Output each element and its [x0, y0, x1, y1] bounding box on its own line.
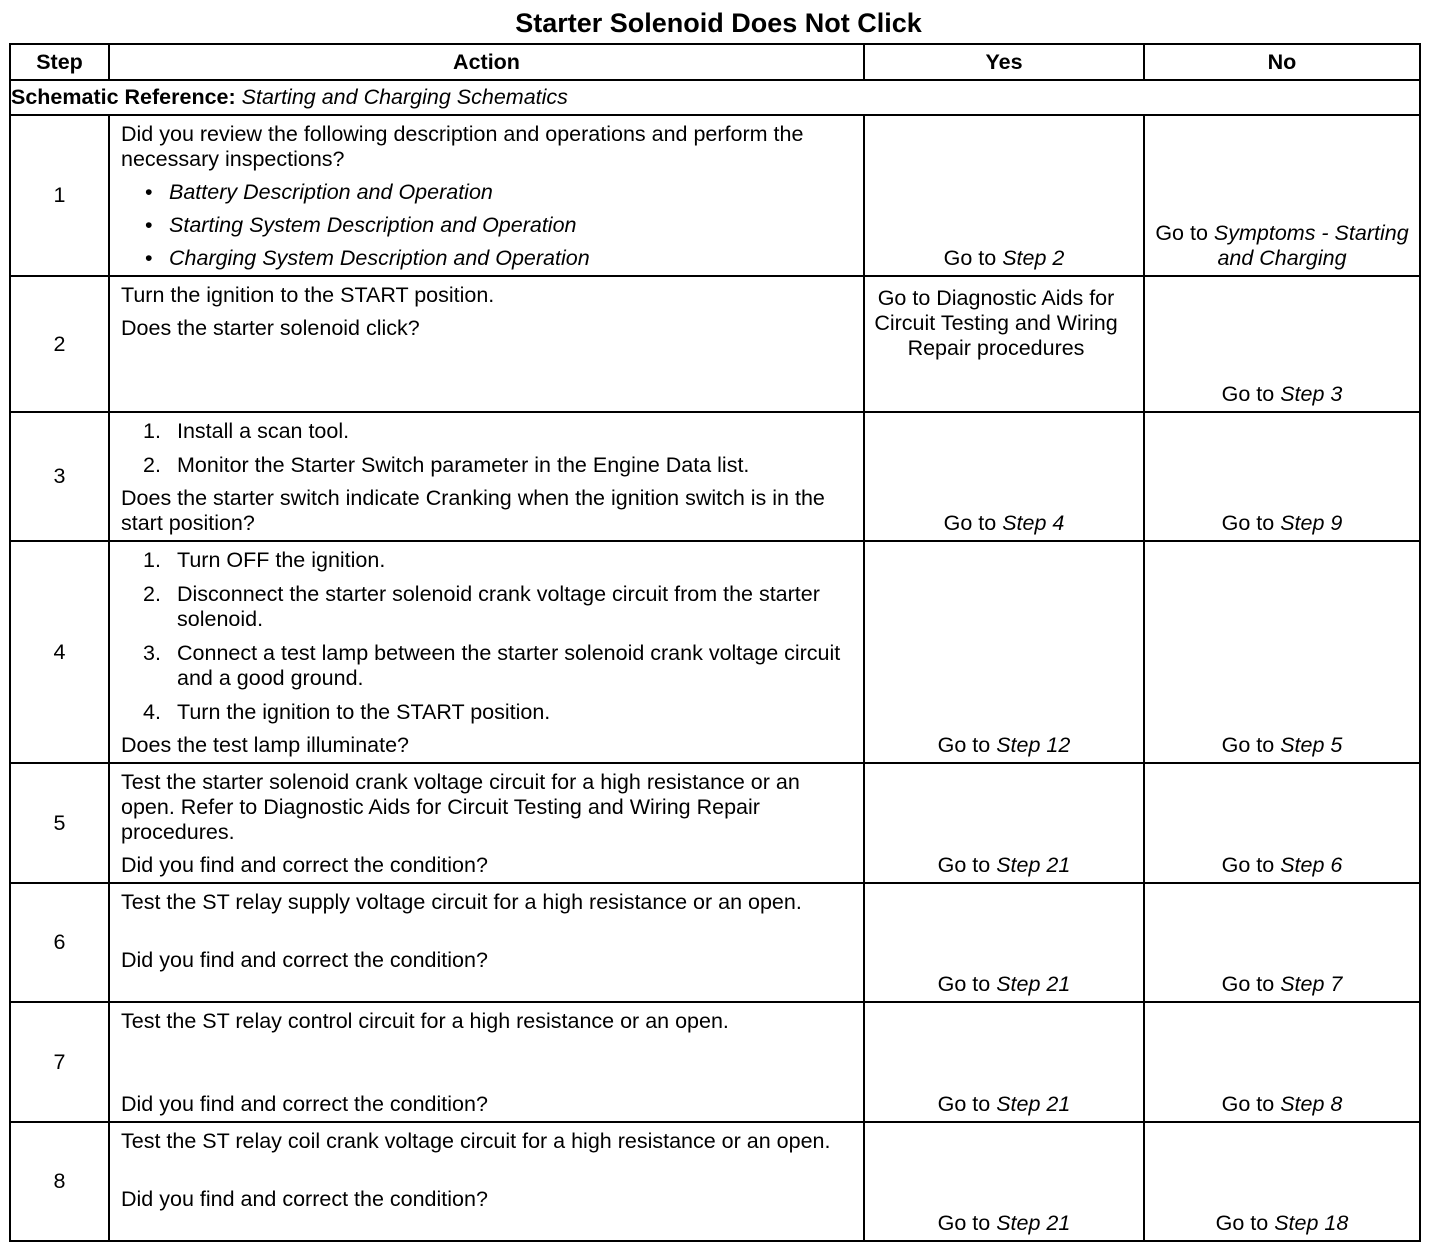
step-link[interactable]: Step 18 [1274, 1211, 1349, 1235]
step-number: 7 [10, 1002, 109, 1122]
table-row [10, 1002, 1420, 1122]
diagnostic-aids-link[interactable]: Go to Diagnostic Aids for Circuit Testing and Wiring Repair procedures [874, 286, 1118, 360]
step-link[interactable]: Step 7 [1280, 972, 1343, 996]
action-cell [109, 763, 864, 883]
table-row [10, 276, 1420, 412]
bullet-item[interactable]: • Battery Description and Operation [145, 180, 853, 205]
step-link[interactable]: Step 21 [996, 972, 1071, 996]
table-row [10, 763, 1420, 883]
action-cell [109, 1002, 864, 1122]
action-cell [109, 115, 864, 276]
schematic-link[interactable]: Starting and Charging Schematics [241, 85, 568, 109]
header-action: Action [109, 44, 864, 80]
action-text: Did you review the following description and operations and perform the necessary inspections? [121, 122, 804, 171]
step-link[interactable]: Step 4 [1002, 511, 1065, 535]
schematic-label: Schematic Reference: [11, 85, 236, 109]
action-text: Test the ST relay coil crank voltage circuit for a high resistance or an open. [121, 1129, 831, 1153]
question-text: Did you find and correct the condition? [121, 853, 488, 877]
diagnostic-table [9, 43, 1421, 1242]
yes-cell: Go to Step 4 [864, 412, 1144, 541]
numbered-item: 1. Turn OFF the ignition. [143, 548, 386, 572]
page-title: Starter Solenoid Does Not Click [515, 8, 922, 38]
action-cell [109, 412, 864, 541]
schematic-reference [10, 80, 1420, 115]
step-link[interactable]: Step 8 [1280, 1092, 1343, 1116]
numbered-item: 2. Disconnect the starter solenoid crank voltage circuit from the starter solenoid. [143, 582, 820, 631]
yes-cell: Go to Step 2 [864, 115, 1144, 276]
step-link[interactable]: Step 2 [1002, 246, 1065, 270]
action-cell [109, 276, 864, 412]
yes-cell: Go to Step 21 [864, 1122, 1144, 1241]
step-link[interactable]: Step 5 [1280, 733, 1343, 757]
header-yes: Yes [864, 44, 1144, 80]
bullet-item[interactable]: • Charging System Description and Operation [145, 246, 853, 271]
no-cell: Go to Step 6 [1144, 763, 1420, 883]
question-text: Did you find and correct the condition? [121, 1092, 488, 1116]
no-cell: Go to Step 9 [1144, 412, 1420, 541]
question-text: Does the starter solenoid click? [121, 316, 420, 340]
symptoms-link[interactable]: Symptoms - Starting and Charging [1213, 221, 1409, 270]
question-text: Does the starter switch indicate Cranking when the ignition switch is in the start position? [121, 486, 825, 535]
step-link[interactable]: Step 12 [996, 733, 1071, 757]
yes-cell: Go to Step 21 [864, 883, 1144, 1002]
table-row [10, 883, 1420, 1002]
step-number: 2 [10, 276, 109, 412]
step-link[interactable]: Step 6 [1280, 853, 1343, 877]
schematic-row [10, 80, 1420, 115]
bullet-item[interactable]: • Starting System Description and Operation [145, 213, 853, 238]
action-cell [109, 1122, 864, 1241]
step-link[interactable]: Step 3 [1280, 382, 1343, 406]
numbered-item: 1. Install a scan tool. [143, 419, 350, 443]
no-cell: Go to Symptoms - Starting and Charging [1144, 115, 1420, 276]
step-number: 4 [10, 541, 109, 763]
step-link[interactable]: Step 9 [1280, 511, 1343, 535]
numbered-item: 3. Connect a test lamp between the starter solenoid crank voltage circuit and a good ground. [143, 641, 841, 690]
step-number: 3 [10, 412, 109, 541]
step-number: 8 [10, 1122, 109, 1241]
step-link[interactable]: Step 21 [996, 1211, 1071, 1235]
table-row [10, 541, 1420, 763]
header-no: No [1144, 44, 1420, 80]
table-row [10, 1122, 1420, 1241]
action-cell [109, 883, 864, 1002]
action-text: Test the ST relay control circuit for a high resistance or an open. [121, 1009, 729, 1033]
no-cell: Go to Step 3 [1144, 276, 1420, 412]
table-row [10, 412, 1420, 541]
step-number: 1 [10, 115, 109, 276]
yes-cell: Go to Step 21 [864, 1002, 1144, 1122]
table-row [10, 115, 1420, 276]
question-text: Does the test lamp illuminate? [121, 733, 410, 757]
yes-cell [864, 276, 1144, 412]
action-text: Turn the ignition to the START position. [121, 283, 495, 307]
no-cell: Go to Step 7 [1144, 883, 1420, 1002]
question-text: Did you find and correct the condition? [121, 1187, 488, 1211]
action-text: Test the ST relay supply voltage circuit for a high resistance or an open. [121, 890, 802, 914]
action-text: Test the starter solenoid crank voltage circuit for a high resistance or an open. Refer to Diagnostic Aids for Circuit Testing and Wiring Repair procedures. [121, 770, 800, 844]
step-number: 6 [10, 883, 109, 1002]
numbered-item: 4. Turn the ignition to the START position. [143, 700, 551, 724]
yes-cell: Go to Step 21 [864, 763, 1144, 883]
step-link[interactable]: Step 21 [996, 1092, 1071, 1116]
action-cell [109, 541, 864, 763]
no-cell: Go to Step 8 [1144, 1002, 1420, 1122]
question-text: Did you find and correct the condition? [121, 948, 488, 972]
header-row [10, 44, 1420, 80]
header-step: Step [10, 44, 109, 80]
no-cell: Go to Step 5 [1144, 541, 1420, 763]
step-number: 5 [10, 763, 109, 883]
yes-cell: Go to Step 12 [864, 541, 1144, 763]
step-link[interactable]: Step 21 [996, 853, 1071, 877]
numbered-item: 2. Monitor the Starter Switch parameter in the Engine Data list. [143, 453, 750, 477]
no-cell: Go to Step 18 [1144, 1122, 1420, 1241]
